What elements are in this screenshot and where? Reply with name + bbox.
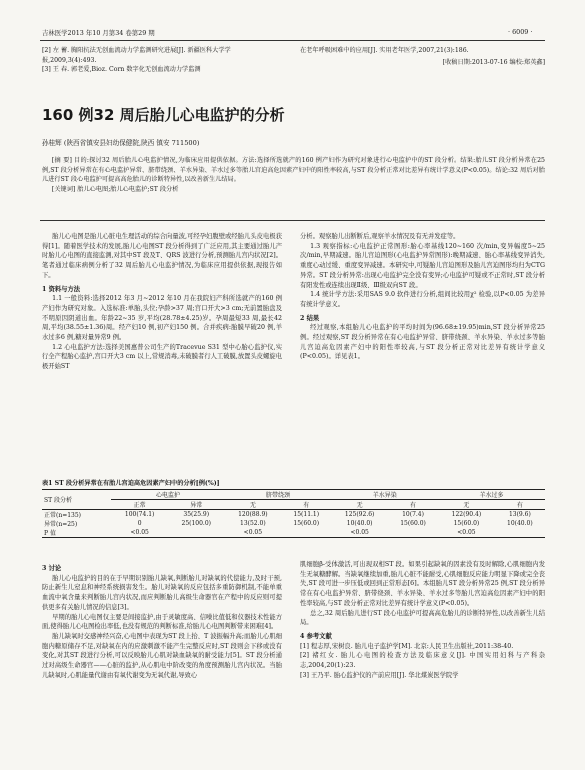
table-cell: 122(90.4) xyxy=(451,511,482,518)
table-cell: 25(100.0) xyxy=(181,520,211,527)
paragraph: 肌细胞β-受体激活,可出现双相ST 段。如果引起缺氧的因素没有及时解除,心肌细胞内发生无氧糖酵解。当缺氧继续加重,胎儿心脏不能耐受,心肌细胞反应能力明显下降或完全丧失,ST 段可进一步压低或回到正常形态[6]。本组胎儿ST 段分析异常25 例,ST 段分析异常在有心电监护异常、脐带绕颈、羊水异染、羊水过多等胎儿宫迫高危因素产妇中的阳性率较高,与ST 段分析正常对比差异有统计学意义(P<0.05)。 xyxy=(300,561,545,607)
table-cell: 10(40.0) xyxy=(346,520,373,527)
table-cell: 100(74.1) xyxy=(124,511,155,518)
row-label: 异常(n=25) xyxy=(44,521,78,528)
top-refs-left xyxy=(42,46,282,75)
prev-ref-2: [2] 左 蓄. 胸阳抗法无创血流动力学监测研究进展[J]. 新疆医科大学学报,2009,3(4):493. xyxy=(42,47,231,64)
table-cell: 125(92.6) xyxy=(344,511,375,518)
paragraph: 经过观察,本组胎儿心电监护的平均时间为(96.68±19.95)min,ST 段分析异常25 例。经过观察,ST 段分析异常在有心电监护异常、脐带绕颈、羊水异染、羊水过多等胎儿宫迫高危因素产妇中的阳性率较高,与ST 段分析正常对比差异有统计学意义(P<0.05)。详见表1。 xyxy=(300,324,545,361)
table-1 xyxy=(42,478,545,538)
group-header: 羊水过多 xyxy=(438,490,545,500)
table-cell: <0.05 xyxy=(457,529,476,536)
top-refs-right xyxy=(300,46,545,67)
abstract: [摘 要] 目的:探讨32 周后胎儿心电监护情况,为临床应用提供依据。方法:选择所选就产的160 例产妇作为研究对象进行心电监护中的ST 段分析。结果:胎儿ST 段分析异常在25 例,ST 段分析异常在有心电监护异常、脐带绕颈、羊水异染、羊水过多等胎儿宫迫高危因素产妇中的阳性率较高,与ST 段分析正常对比差异有统计学意义(P<0.05)。结论:32 周后对胎儿进行ST 段心电监护可提高高危胎儿的诊断特异性,以改善新生儿结局。 xyxy=(42,157,545,184)
paragraph: 1.4 统计学方法:采用SAS 9.0 软件进行分析,组间比较用χ² 检验,以P<0.05 为差异有统计学意义。 xyxy=(300,291,545,308)
table-subheader: 无 xyxy=(225,500,282,510)
results-table xyxy=(42,489,545,538)
received-date: [收稿日期:2013-07-16 编校:郑英鑫] xyxy=(442,58,545,66)
table-cell: 120(88.9) xyxy=(238,511,268,518)
table-cell xyxy=(168,528,225,538)
reference-item: [1] 程志厚,宋树良. 胎儿电子监护学[M]. 北京:人民卫生出版社,2011:38-40. xyxy=(300,642,514,650)
paragraph: 胎儿缺氧时交感神经兴奋,心电图中表现为ST 段上抬、T 波振幅升高;而胎儿心肌细胞内糖原储存不足,对缺氧在内的应激刺激不能产生完整反应时,ST 段则会下移或没有变化,对其ST 段进行分析,可以反映胎儿心肌对缺血缺氧的耐受能力[5]。ST 段分析通过对高级生命器官——心脏的监护,从心肌电中阶改变的角度预测胎儿宫内状况。当胎儿缺氧时,心肌能量代谢由有氧代谢变为无氧代谢,导致心 xyxy=(42,632,282,679)
prev-ref-3-continued: 在老年呼吸困难中的应用[J]. 实用老年医学,2007,21(3):186. xyxy=(300,47,469,54)
running-header-left: 吉林医学2013 年10 月第34 卷第29 期 xyxy=(42,29,155,37)
row-label: P 值 xyxy=(44,530,56,537)
group-header: 脐带绕颈 xyxy=(225,490,332,500)
section-heading: 2 结果 xyxy=(300,314,320,322)
table-cell xyxy=(281,528,331,538)
table-cell xyxy=(388,528,438,538)
row-label: 正常(n=135) xyxy=(44,512,82,519)
keywords: [关键词] 胎儿心电图;胎儿心电监护;ST 段分析 xyxy=(51,185,179,193)
left-column xyxy=(42,232,282,372)
table-cell: 35(25.9) xyxy=(183,511,210,518)
table-cell: <0.05 xyxy=(350,529,369,536)
discussion-column xyxy=(42,560,282,680)
article-authors: 孙桂辉 (陕西省镇安县妇幼保健院,陕西 镇安 711500) xyxy=(42,139,200,147)
section-heading: 3 讨论 xyxy=(42,565,62,572)
group-header: 心电监护 xyxy=(111,490,224,500)
article-title: 160 例32 周后胎儿心电监护的分析 xyxy=(42,106,285,124)
table-subheader: 无 xyxy=(331,500,388,510)
running-header-page: · 6009 · xyxy=(508,28,533,36)
table-cell xyxy=(495,528,545,538)
paragraph: 胎儿心电监护的目的在于早期识别胎儿缺氧,判断胎儿对缺氧的代偿能力,及时干预,防止新生儿窒息和神经系统损害发生。胎儿对缺氧的反应包括多重防御机制,不能单重血流中氧含量来判断胎儿宫内状况,而应判断胎儿高级生命器官在产程中的反应则可提供更多有关胎儿情况的信息[3]。 xyxy=(42,574,282,611)
table-subheader: 有 xyxy=(495,500,545,510)
prev-ref-3: [3] 王 春. 郭老爱,Bioz. Corn 数字化无创血流动力学监测 xyxy=(42,66,201,74)
table-cell: 15(60.0) xyxy=(293,520,320,527)
paragraph: 胎儿心电图是胎儿心脏电生理活动的综合向量波,可经孕妇腹壁或经胎儿头皮电极获得[1]。随着医学技术的发展,胎儿心电图ST 段分析得到了广泛应用,其主要通过胎儿产时胎儿心电图的直接监测,对其中ST 段及T、QRS 波进行分析,预测胎儿宫内状况[2]。笔者通过临床病例分析了32 周后胎儿心电监护情况,为临床应用提供依据,现报告如下。 xyxy=(42,233,282,279)
table-cell: 10(40.0) xyxy=(507,520,533,527)
paragraph: 早期的胎儿心电图仅主要是间接监护,由于灵敏度高、信噪比值低和仪器技术性能方面,使得胎儿心电图检出率低,也没有规范的判断标准,给胎儿心电图判断带来困难[4]。 xyxy=(42,613,282,631)
table-cell: 10(7.4) xyxy=(402,511,424,518)
paragraph: 1.2 心电监护方法:选择美国惠普公司生产的Tracevue S31 型中心胎心监护仪,实行全产程胎心监护,宫口开大3 cm 以上,常规消毒,未破膜者行人工破膜,放置头皮螺旋电极开始ST xyxy=(42,343,282,371)
table-subheader: 正常 xyxy=(111,500,168,510)
table-cell: 15(11.1) xyxy=(293,511,320,518)
reference-item: [3] 王乃平. 胎心监护仪的产前应用[J]. 华北煤炭医学院学 xyxy=(300,671,459,679)
group-header: 羊水异染 xyxy=(331,490,438,500)
table-subheader: 有 xyxy=(388,500,438,510)
table-subheader: 异常 xyxy=(168,500,225,510)
table-caption: 表1 ST 段分析异常在有胎儿宫迫高危因素产妇中的分析[例(%)] xyxy=(42,480,220,487)
table-row xyxy=(42,528,545,538)
table-cell: 13(9.6) xyxy=(508,511,531,518)
paragraph: 分析。观察胎儿出断断后,观察羊水情况及有无并发症等。 xyxy=(300,233,460,240)
table-cell: 0 xyxy=(137,520,142,527)
table-cell: 15(60.0) xyxy=(400,520,426,527)
section-heading: 1 资料与方法 xyxy=(42,285,81,293)
section-heading: 4 参考文献 xyxy=(300,632,332,640)
table-subheader: 有 xyxy=(281,500,331,510)
table-cell: <0.05 xyxy=(243,529,263,536)
table-cell: <0.05 xyxy=(130,529,149,536)
table-row xyxy=(42,510,545,520)
table-cell: 13(52.0) xyxy=(240,520,266,527)
paragraph: 总之,32 周后胎儿进行ST 段心电监护可提高高危胎儿的诊断特异性,以改善新生儿结局。 xyxy=(300,609,545,627)
paragraph: 1.1 一般资料:选择2012 年3 月~2012 年10 月在我院妇产科所选就产的160 例产妇作为研究对象。入选标准:单胎,头位;孕龄>37 周;宫口开大>3 cm;无前置胎盘及不明原因阴道出血。年龄22~35 岁,平均(28.78±4.25)岁。孕周最短33 周,最长42 周,平均(38.55±1.36)周。经产妇10 例,初产妇150 例。合并疾病:胎膜早破20 例,羊水过多6 例,糖对量异常9 例。 xyxy=(42,295,282,342)
table-subheader: 无 xyxy=(438,500,495,510)
abstract-rule xyxy=(40,220,545,221)
abstract-block xyxy=(42,156,545,194)
table-row-header: ST 段分析 xyxy=(42,490,111,510)
reference-item: [2] 褚红女. 胎儿心电图的检查方法及临床意义[J]. 中国实用妇科与产科杂志,2004,20(1):23. xyxy=(300,652,545,670)
header-rule xyxy=(40,40,545,41)
paragraph: 1.3 观察指标:心电监护正常图形:胎心率基线120~160 次/min,变异幅度5~25 次/min,早期减速。胎儿宫迫图形(心电监护异常图形):晚期减速、胎心率基线变异消失,重度心动过缓、重度变异减速。本研究中,可疑胎儿宫迫图形及胎儿宫迫图形均归为CTG 异常。ST 段分析异常:出现心电监护完全没有变异;心电监护可疑或不正常时,ST 段分析有阳发性或连续出现Ⅱ级、Ⅲ级双向ST 段。 xyxy=(300,242,545,289)
table-row xyxy=(42,519,545,528)
right-column xyxy=(300,232,545,362)
conclusion-column xyxy=(300,560,545,680)
table-cell: 15(60.0) xyxy=(453,520,480,527)
